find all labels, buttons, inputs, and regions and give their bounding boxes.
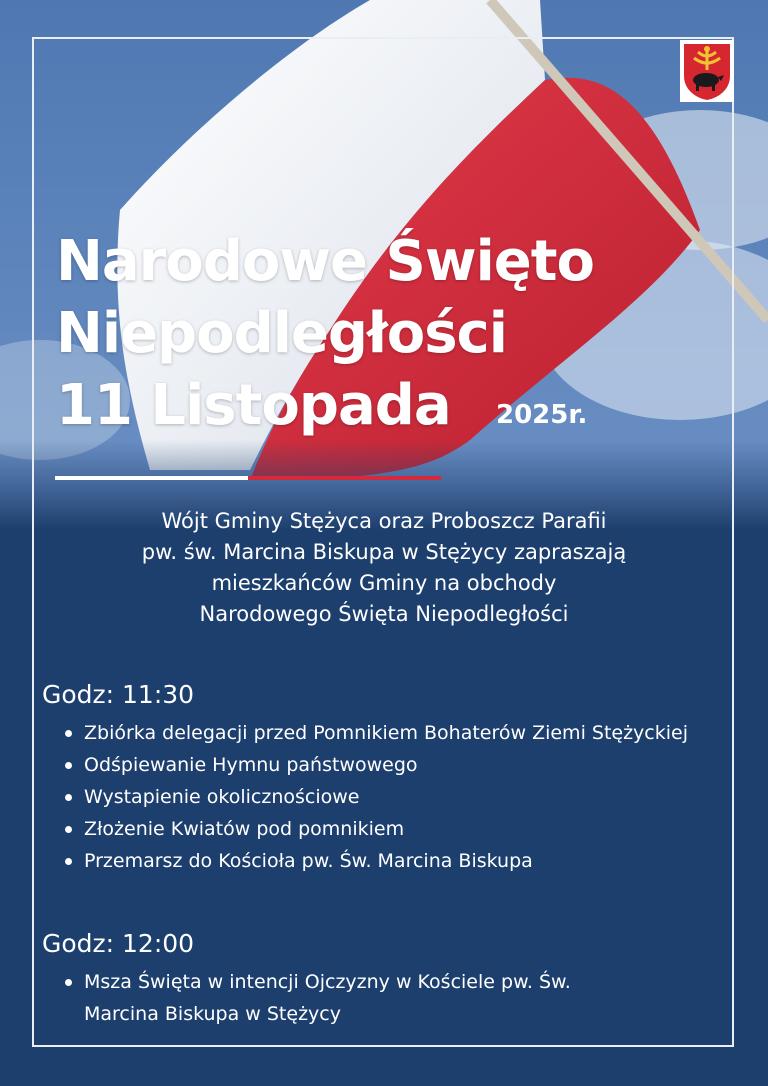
title-line-3: 11 Listopada — [56, 373, 451, 438]
invitation-text — [40, 506, 728, 630]
list-item: Msza Święta w intencji Ojczyzny w Kościele pw. Św. Marcina Biskupa w Stężycy — [62, 966, 622, 1030]
intro-line-4: Narodowego Święta Niepodległości — [199, 602, 569, 626]
schedule-time-1: Godz: 11:30 — [42, 680, 195, 709]
list-item: Zbiórka delegacji przed Pomnikiem Bohaterów Ziemi Stężyckiej — [62, 717, 722, 749]
schedule-time-2: Godz: 12:00 — [42, 929, 195, 958]
schedule-list-1 — [62, 717, 722, 877]
intro-line-1: Wójt Gminy Stężyca oraz Proboszcz Parafii — [161, 509, 607, 533]
list-item: Przemarsz do Kościoła pw. Św. Marcina Biskupa — [62, 845, 722, 877]
title-line-2: Niepodległości — [56, 301, 507, 366]
divider-white — [55, 476, 248, 480]
list-item: Wystapienie okolicznościowe — [62, 781, 722, 813]
list-item: Odśpiewanie Hymnu państwowego — [62, 749, 722, 781]
list-item: Złożenie Kwiatów pod pomnikiem — [62, 813, 722, 845]
title-line-1: Narodowe Święto — [56, 229, 594, 294]
divider-red — [248, 476, 441, 480]
title-year: 2025r. — [496, 400, 588, 430]
schedule-list-2 — [62, 966, 622, 1030]
divider — [55, 476, 441, 480]
coat-of-arms-icon — [680, 40, 734, 102]
intro-line-2: pw. św. Marcina Biskupa w Stężycy zapraszają — [141, 540, 627, 564]
intro-line-3: mieszkańców Gminy na obchody — [211, 571, 557, 595]
